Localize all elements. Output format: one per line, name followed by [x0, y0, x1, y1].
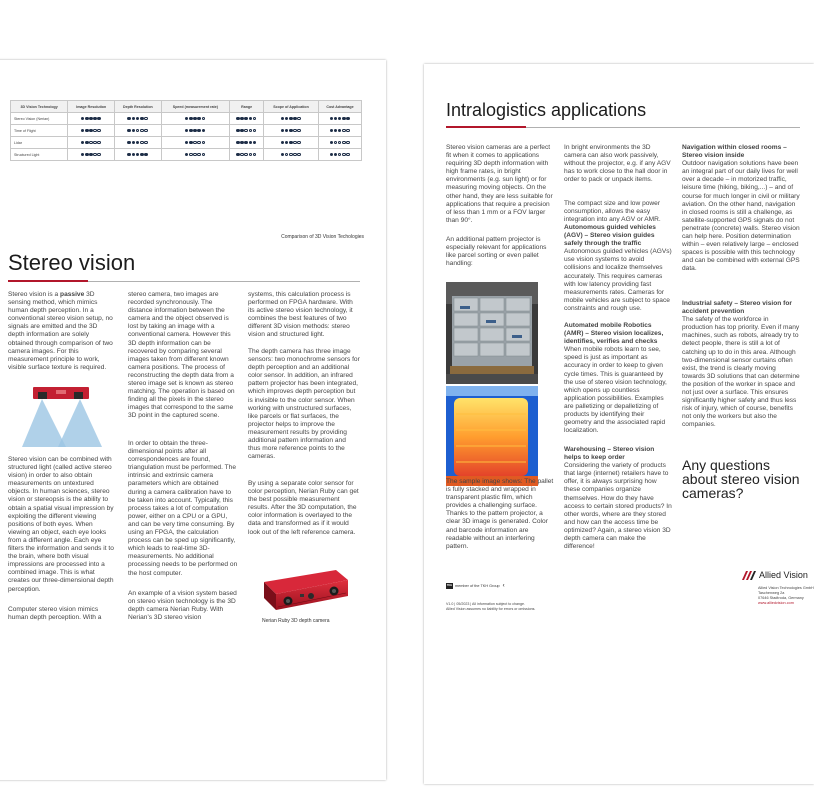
rating-dot-filled — [127, 129, 131, 133]
rating-dot-filled — [293, 117, 297, 121]
rating-dot-filled — [89, 153, 93, 157]
rating-dot-filled — [285, 141, 289, 145]
rating-dot-empty — [189, 153, 193, 157]
rating-dot-empty — [297, 153, 301, 157]
rating-cell — [115, 113, 162, 125]
rating-cell — [318, 125, 361, 137]
rating-dot-filled — [132, 153, 136, 157]
rating-dot-filled — [334, 117, 338, 121]
table-caption: Comparison of 3D Vision Techologies — [281, 234, 364, 240]
rating-dot-filled — [185, 129, 189, 133]
brand-name: Allied Vision — [759, 570, 808, 580]
column-header: Speed (measurement rate) — [161, 101, 229, 113]
website-link[interactable]: www.alliedvision.com — [758, 601, 794, 605]
rating-dot-empty — [253, 153, 257, 157]
rating-dot-filled — [338, 117, 342, 121]
paragraph: Stereo vision can be combined with structured light (called active stereo vision) in order to also obtain measurements on untextured objects. In human sciences, stereo vision or stereopsis is the ability to obtain a spatial visual impression by exploiting the different viewing positions of both eyes. When viewing an object, each eye looks from a different angle. Each eye filters the information and sends it to the brain, where both visual impressions are processed into a combined image. This is what creates our three-dimensional depth perception. — [8, 456, 114, 593]
product-caption: Nerian Ruby 3D depth camera — [262, 618, 330, 624]
heading-rule — [446, 127, 800, 128]
rating-cell — [264, 113, 319, 125]
rating-dot-empty — [197, 141, 201, 145]
rating-dot-empty — [202, 153, 206, 157]
column-header: Range — [230, 101, 264, 113]
column-header: Image Resolution — [68, 101, 115, 113]
technology-name: Time of Flight — [11, 125, 68, 137]
rating-dot-empty — [197, 153, 201, 157]
paragraph: The compact size and low power consumption, allows the easy integration into any AGV or AMR. — [564, 200, 661, 224]
rating-dot-empty — [202, 117, 206, 121]
rating-dot-empty — [253, 129, 257, 133]
rating-dot-filled — [81, 141, 85, 145]
left-page — [0, 60, 386, 780]
rating-dot-filled — [93, 117, 97, 121]
rating-cell — [230, 137, 264, 149]
rating-dot-empty — [193, 153, 197, 157]
rating-dot-empty — [338, 153, 342, 157]
paragraph: An additional pattern projector is especially relevant for applications like parcel sorting or even pallet handling: — [446, 236, 547, 268]
rating-dot-filled — [281, 129, 285, 133]
agv-section: Autonomous guided vehicles (AGV) – Stereo vision guides safely through the traffic Autonomous guided vehicles (AGVs) use vision systems to avoid collisions and localize themselves accurately. This requires cameras with low latency providing fast measurements rates. Cameras for mobile vehicles are subject to space constraints and rough use. — [564, 224, 672, 312]
company-address: Allied Vision Technologies GmbH Taschenweg 2a 07646 Stadtroda, Germany www.alliedvision.com — [758, 586, 814, 605]
rating-dot-empty — [193, 141, 197, 145]
rating-dot-filled — [289, 141, 293, 145]
rating-dot-empty — [334, 141, 338, 145]
paragraph: The depth camera has three image sensors: two monochrome sensors for depth perception and an additional color sensor. In addition, an infrared pattern projector has been integrated, which improves depth perception but is invisible to the color sensor. When working with unstructured surfaces, like parcels or flat surfaces, the projector helps to improve the measurement results by providing additional pattern information and thus more reference points to the cameras. — [248, 348, 360, 461]
rating-cell — [230, 113, 264, 125]
rating-dot-filled — [202, 129, 206, 133]
rating-dot-filled — [342, 117, 346, 121]
tkh-member-line — [446, 583, 505, 589]
rating-dot-filled — [85, 153, 89, 157]
rating-dot-empty — [89, 141, 93, 145]
rating-dot-filled — [81, 153, 85, 157]
rating-dot-filled — [281, 141, 285, 145]
rating-cell — [230, 125, 264, 137]
rating-dot-empty — [338, 141, 342, 145]
legal-note: V1.0 | 05/2023 | All information subject to change. Allied Vision assumes no liability for errors or omissions. — [446, 602, 536, 611]
rating-dot-filled — [240, 141, 244, 145]
rating-dot-empty — [140, 129, 144, 133]
rating-dot-filled — [127, 141, 131, 145]
rating-dot-filled — [85, 129, 89, 133]
rating-dot-empty — [93, 129, 97, 133]
chevron-left-icon: ‹ — [502, 583, 505, 589]
safety-section: Industrial safety – Stereo vision for accident prevention The safety of the workforce in production has top priority. Even if many machines, such as robots, already try to detect people, there is still a lot of catching up to do in this area. Although two-dimensional sensor curtains often exist, the trend is clearly moving towards 3D solutions that can determine the position of the worker in space and not just over a surface. This ensures significantly higher safety and thus less risk of injury, which of course, benefits not only the workers but also the companies. — [682, 300, 800, 429]
rating-dot-empty — [346, 153, 350, 157]
rating-dot-empty — [202, 141, 206, 145]
rating-dot-filled — [236, 141, 240, 145]
rating-dot-filled — [334, 129, 338, 133]
rating-dot-empty — [249, 129, 253, 133]
rating-dot-filled — [330, 129, 334, 133]
rating-dot-filled — [240, 117, 244, 121]
rating-dot-filled — [89, 129, 93, 133]
comparison-table-body — [11, 113, 362, 161]
rating-dot-empty — [346, 141, 350, 145]
rating-dot-empty — [97, 153, 101, 157]
rating-dot-filled — [81, 129, 85, 133]
table-row — [11, 149, 362, 161]
rating-dot-filled — [144, 153, 148, 157]
rating-dot-empty — [285, 153, 289, 157]
rating-dot-empty — [97, 141, 101, 145]
table-row — [11, 113, 362, 125]
rating-dot-empty — [97, 129, 101, 133]
rating-dot-filled — [185, 117, 189, 121]
rating-dot-filled — [197, 129, 201, 133]
rating-dot-filled — [330, 117, 334, 121]
rating-dot-filled — [236, 117, 240, 121]
navigation-section: Navigation within closed rooms – Stereo vision inside Outdoor navigation solutions have been an integral part of our daily lives for well over a decade – in motorized traffic, leisure time (hiking, biking,...) – and of course for much longer in civil or military aviation. On the other hand, navigation in closed rooms is still a challenge, as satellite-supported GPS signals do not penetrate (concrete) walls. Stereo vision can help here. Position determination within – even relatively large – enclosed spaces is possible with this technology and can be combined with external GPS data. — [682, 144, 800, 273]
depth-map-image — [446, 386, 538, 486]
rating-dot-empty — [240, 153, 244, 157]
rating-dot-filled — [236, 129, 240, 133]
paragraph: Stereo vision cameras are a perfect fit when it comes to applications requiring 3D depth information with high frame rates, in bright environments (e.g. sun light) or for measuring moving objects. On the other hand, they are less suitable for applications that require a precision of less than 1 mm or a FOV larger than 90°. — [446, 144, 553, 224]
intro-paragraph: Stereo vision is a passive 3D sensing method, which mimics human depth perception. In a conventional stereo vision setup, no signals are emitted and the 3D depth information are solely obtained through comparison of two camera images. For this measurement principle to work, visible surface texture is required. — [8, 291, 113, 371]
rating-cell — [68, 137, 115, 149]
technology-name: Structured Light — [11, 149, 68, 161]
rating-dot-filled — [136, 153, 140, 157]
rating-dot-filled — [338, 129, 342, 133]
rating-dot-filled — [244, 141, 248, 145]
paragraph: Computer stereo vision mimics human depth perception. With a — [8, 606, 102, 622]
rating-dot-filled — [185, 153, 189, 157]
rating-cell — [264, 149, 319, 161]
rating-dot-filled — [185, 141, 189, 145]
paragraph: By using a separate color sensor for color perception, Nerian Ruby can get the best possible measurement results. After the 3D computation, the color information is overlayed to the data and transformed as if it would look out of the left reference camera. — [248, 480, 359, 536]
rating-dot-filled — [281, 153, 285, 157]
rating-dot-empty — [293, 153, 297, 157]
column-header: 3D Vision Technology — [11, 101, 68, 113]
rating-dot-filled — [136, 117, 140, 121]
rating-dot-filled — [244, 117, 248, 121]
rating-dot-filled — [140, 153, 144, 157]
section-heading: Warehousing – Stereo vision helps to keep order — [564, 446, 655, 462]
section-heading: Autonomous guided vehicles (AGV) – Stereo vision guides safely through the traffic — [564, 224, 656, 248]
section-heading: Industrial safety – Stereo vision for accident prevention — [682, 300, 792, 316]
rating-dot-filled — [253, 141, 257, 145]
allied-vision-logo — [742, 570, 808, 580]
rating-cell — [318, 113, 361, 125]
column-header: Cost Advantage — [318, 101, 361, 113]
right-page — [424, 64, 814, 784]
rating-cell — [318, 149, 361, 161]
rating-cell — [68, 113, 115, 125]
rating-dot-filled — [240, 129, 244, 133]
rating-dot-filled — [330, 141, 334, 145]
rating-dot-filled — [189, 141, 193, 145]
rating-cell — [161, 125, 229, 137]
rating-dot-empty — [342, 153, 346, 157]
rating-dot-filled — [289, 117, 293, 121]
rating-dot-filled — [189, 117, 193, 121]
nerian-ruby-camera-image — [256, 560, 352, 618]
technology-name: Stereo Vision (Nerian) — [11, 113, 68, 125]
paragraph: In order to obtain the three-dimensional points after all correspondences are found, triangulation must be performed. The intrinsic and extrinsic camera parameters which are obtained during a camera calibration have to be taken into account. Typically, this process takes a lot of computation power, either on a CPU or a GPU, and can be very time consuming. By using an FPGA, the calculation process can be sped up significantly, which leads to real-time 3D-measurements. No additional processing needs to be performed on the host computer. — [128, 440, 238, 577]
column-header: Depth Resolution — [115, 101, 162, 113]
rating-dot-filled — [281, 117, 285, 121]
rating-dot-empty — [293, 129, 297, 133]
rating-dot-filled — [140, 117, 144, 121]
rating-cell — [230, 149, 264, 161]
rating-dot-filled — [89, 117, 93, 121]
rating-cell — [264, 137, 319, 149]
rating-dot-empty — [297, 129, 301, 133]
table-row — [11, 125, 362, 137]
tkh-logo: TKH — [446, 584, 453, 587]
rating-dot-filled — [132, 117, 136, 121]
rating-dot-filled — [189, 129, 193, 133]
rating-dot-filled — [346, 117, 350, 121]
rating-cell — [161, 137, 229, 149]
rating-dot-empty — [297, 117, 301, 121]
technology-name: Lidar — [11, 137, 68, 149]
section-heading: Automated mobile Robotics (AMR) – Stereo vision localizes, identifies, verifies and checks — [564, 322, 664, 346]
rating-dot-filled — [85, 141, 89, 145]
rating-dot-empty — [293, 141, 297, 145]
rating-dot-empty — [140, 141, 144, 145]
rating-dot-empty — [93, 141, 97, 145]
rating-dot-empty — [289, 153, 293, 157]
rating-dot-empty — [342, 141, 346, 145]
paragraph: stereo camera, two images are recorded synchronously. The distance information between the camera and the object observed is lost by taking an image with a conventional camera. However this 3D depth information can be recovered by comparing several images taken from different known camera positions. The process of reconstructing the depth data from a stereo image set is known as stereo matching. The operation is based on finding all the pixels in the stereo images that correspond to the same 3D point in the captured scene. — [128, 291, 235, 420]
pallet-photo — [446, 282, 538, 384]
rating-dot-empty — [136, 129, 140, 133]
comparison-table — [10, 100, 362, 161]
rating-dot-empty — [144, 117, 148, 121]
section-heading: Navigation within closed rooms – Stereo vision inside — [682, 144, 787, 160]
rating-dot-filled — [249, 117, 253, 121]
rating-dot-filled — [249, 141, 253, 145]
rating-cell — [68, 149, 115, 161]
rating-dot-empty — [346, 129, 350, 133]
rating-cell — [264, 125, 319, 137]
page-heading: Stereo vision — [8, 250, 136, 275]
comparison-table-header — [11, 101, 362, 113]
rating-cell — [161, 149, 229, 161]
rating-dot-filled — [285, 129, 289, 133]
paragraph: In bright environments the 3D camera can also work passively, without the projector, e.g. if any AGV has to work close to the hall door in order to pack or unpack items. — [564, 144, 671, 184]
rating-dot-filled — [334, 153, 338, 157]
rating-dot-empty — [144, 129, 148, 133]
rating-cell — [161, 113, 229, 125]
paragraph: systems, this calculation process is performed on FPGA hardware. With its active stereo vision technology, it combines the best features of two different 3D vision methods: stereo vision and structured light. — [248, 291, 353, 339]
rating-dot-empty — [93, 153, 97, 157]
rating-dot-empty — [297, 141, 301, 145]
rating-dot-filled — [193, 117, 197, 121]
amr-section: Automated mobile Robotics (AMR) – Stereo vision localizes, identifies, verifies and checks When mobile robots learn to see, speed is just as important as accuracy in order to keep to given cycle times. This is guaranteed by the use of stereo vision technology, which opens up countless application possibilities. Examples are palletizing or depalletizing of products by identifying their geometry and the associated rapid localization. — [564, 322, 672, 435]
rating-dot-empty — [144, 141, 148, 145]
table-row — [11, 137, 362, 149]
rating-dot-filled — [330, 153, 334, 157]
rating-dot-filled — [127, 153, 131, 157]
tkh-member-text: member of the TKH Group — [455, 584, 500, 588]
column-header: Scope of Application — [264, 101, 319, 113]
rating-dot-filled — [85, 117, 89, 121]
rating-dot-empty — [244, 129, 248, 133]
rating-dot-filled — [136, 141, 140, 145]
rating-dot-empty — [253, 117, 257, 121]
rating-dot-empty — [244, 153, 248, 157]
rating-dot-filled — [81, 117, 85, 121]
rating-dot-filled — [289, 129, 293, 133]
rating-cell — [115, 149, 162, 161]
rating-dot-filled — [132, 141, 136, 145]
rating-cell — [115, 137, 162, 149]
rating-dot-filled — [132, 129, 136, 133]
image-caption: The sample image shows: The pallet is fully stacked and wrapped in transparent plastic film, which provides a challenging surface. Thanks to the pattern projector, a clear 3D image is generated. Color and barcode information are readable without an interfering pattern. — [446, 478, 554, 550]
rating-dot-filled — [285, 117, 289, 121]
passive-emphasis: passive — [60, 291, 85, 298]
rating-dot-filled — [127, 117, 131, 121]
rating-cell — [115, 125, 162, 137]
heading-rule — [8, 281, 360, 282]
rating-dot-filled — [97, 117, 101, 121]
rating-dot-filled — [193, 129, 197, 133]
rating-cell — [68, 125, 115, 137]
page-heading: Intralogistics applications — [446, 100, 647, 120]
paragraph: An example of a vision system based on stereo vision technology is the 3D depth camera Nerian Ruby. With Nerian’s 3D stereo vision — [128, 590, 237, 622]
rating-dot-filled — [197, 117, 201, 121]
rating-dot-filled — [236, 153, 240, 157]
rating-dot-empty — [342, 129, 346, 133]
warehousing-section: Warehousing – Stereo vision helps to keep order Considering the variety of products that large (internet) retailers have to offer, it is always surprising how these companies organize themselves. How do they have access to certain stored products? In other words, where are they stored and how can the access time be optimized? Again, a stereo vision 3D depth camera can make the difference! — [564, 446, 672, 551]
questions-heading: Any questions about stereo vision cameras? — [682, 457, 800, 501]
stereo-camera-illustration — [20, 385, 110, 450]
rating-dot-empty — [249, 153, 253, 157]
brand-mark-icon — [742, 571, 756, 580]
rating-cell — [318, 137, 361, 149]
